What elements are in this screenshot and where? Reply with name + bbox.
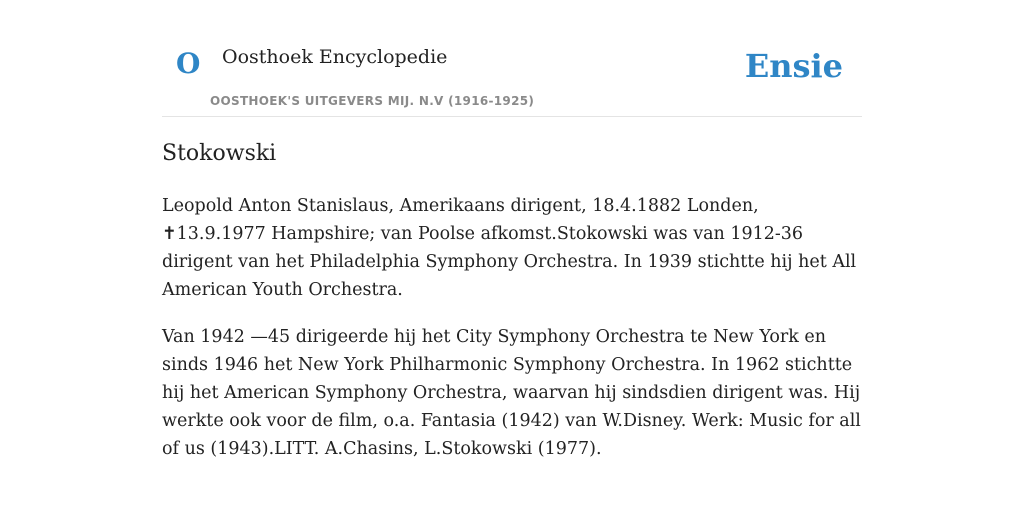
site-title-link[interactable]: Oosthoek Encyclopedie: [222, 46, 448, 68]
article: [162, 138, 862, 463]
publisher-subtitle: OOSTHOEK'S UITGEVERS MIJ. N.V (1916-1925): [210, 94, 535, 108]
site-header: [162, 0, 862, 117]
oosthoek-logo[interactable]: O: [176, 47, 201, 80]
article-title: Stokowski: [162, 141, 277, 166]
article-paragraph-2: Van 1942 —45 dirigeerde hij het City Symphony Orchestra te New York en sinds 1946 het New York Philharmonic Symphony Orchestra. In 1962 stichtte hij het American Symphony Orchestra, waarvan hij sindsdien dirigent was. Hij werkte ook voor de film, o.a. Fantasia (1942) van W.Disney. Werk: Music for all of us (1943).LITT. A.Chasins, L.Stokowski (1977).: [162, 327, 861, 459]
article-paragraph-1: Leopold Anton Stanislaus, Amerikaans dirigent, 18.4.1882 Londen, ✝13.9.1977 Hampshire; van Poolse afkomst.Stokowski was van 1912-36 dirigent van het Philadelphia Symphony Orchestra. In 1939 stichtte hij het All American Youth Orchestra.: [162, 196, 857, 300]
ensie-brand-link[interactable]: Ensie: [744, 47, 843, 85]
